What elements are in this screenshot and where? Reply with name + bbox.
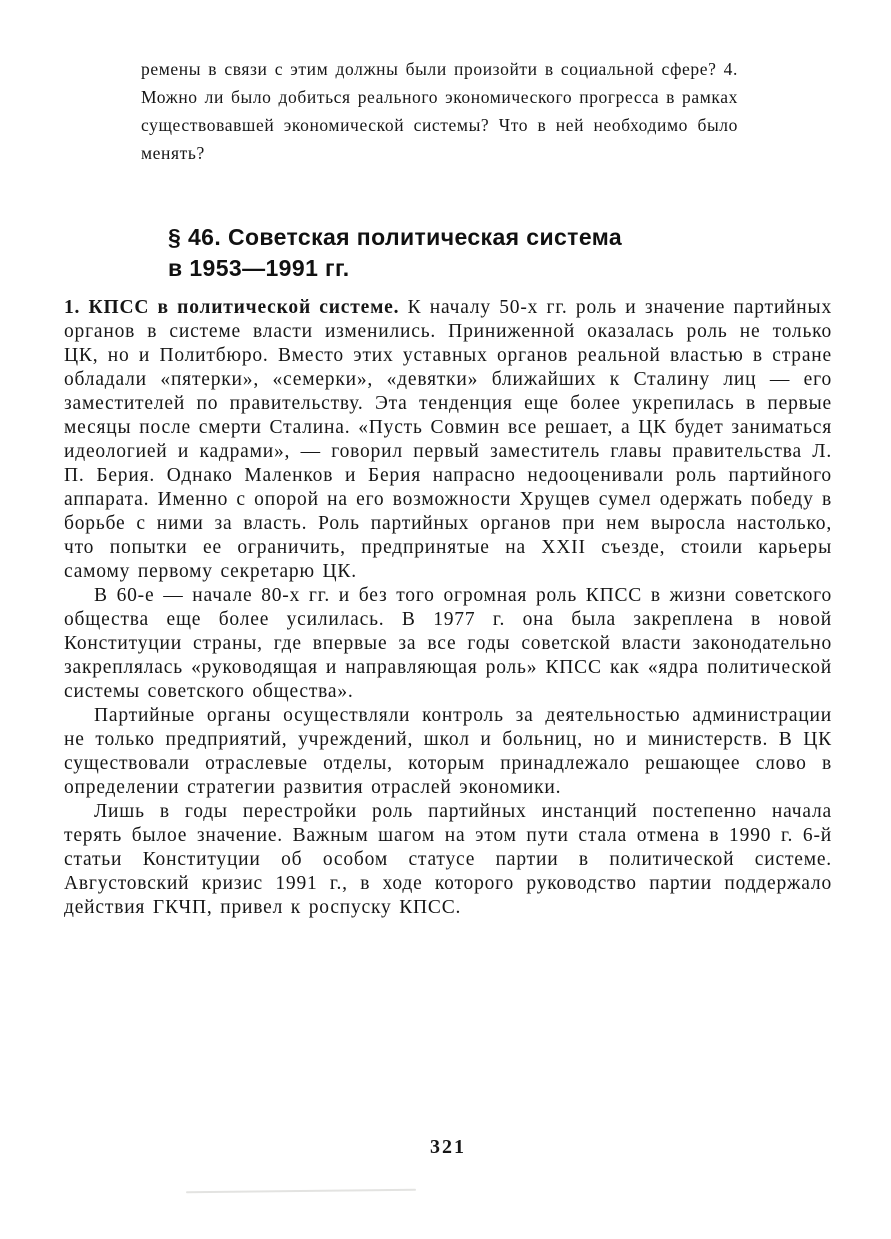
intro-paragraph: ремены в связи с этим должны были произойти в социальной сфере? 4. Можно ли было добиться реального экономического прогресса в рамках существовавшей экономической системы? Что в ней необходимо было менять? <box>141 59 738 163</box>
intro-continuation-block <box>141 55 738 167</box>
paragraph: Партийные органы осуществляли контроль за деятельностью администрации не только предприятий, учреждений, школ и больниц, но и министерств. В ЦК существовали отраслевые отделы, которым принадлежало решающее слово в определении стратегии развития отраслей экономики. <box>64 705 832 798</box>
section-heading-line2: в 1953—1991 гг. <box>168 255 350 281</box>
paragraph-text: К началу 50-х гг. роль и значение партийных органов в системе власти изменились. Приниженной оказалась роль не только ЦК, но и Политбюро. Вместо этих уставных органов реальной властью в стране обладали «пятерки», «семерки», «девятки» ближайших к Сталину лиц — его заместителей по правительству. Эта тенденция еще более укрепилась в первые месяцы после смерти Сталина. «Пусть Совмин все решает, а ЦК будет заниматься идеологией и кадрами», — говорил первый заместитель главы правительства Л. П. Берия. Однако Маленков и Берия напрасно недооценивали роль партийного аппарата. Именно с опорой на его возможности Хрущев сумел одержать победу в борьбе с ними за власть. Роль партийных органов при нем выросла настолько, что попытки ее ограничить, предпринятые на XXII съезде, стоили карьеры самому первому секретарю ЦК. <box>64 297 832 582</box>
paragraph: Лишь в годы перестройки роль партийных инстанций постепенно начала терять былое значение. Важным шагом на этом пути стала отмена в 1990 г. 6-й статьи Конституции об особом статусе партии в политической системе. Августовский кризис 1991 г., в ходе которого руководство партии поддержало действия ГКЧП, привел к роспуску КПСС. <box>64 801 832 918</box>
paragraph-lead: 1. КПСС в политической системе. <box>64 297 400 318</box>
section-heading <box>168 222 622 284</box>
section-body <box>64 296 832 920</box>
paragraph: В 60-е — начале 80-х гг. и без того огромная роль КПСС в жизни советского общества еще более усилилась. В 1977 г. она была закреплена в новой Конституции страны, где впервые за все годы советской власти законодательно закреплялась «руководящая и направляющая роль» КПСС как «ядра политической системы советского общества». <box>64 585 832 702</box>
page-number: 321 <box>430 1136 466 1158</box>
paragraph <box>64 296 832 584</box>
scan-artifact-line <box>186 1189 416 1193</box>
section-heading-line1: § 46. Советская политическая система <box>168 224 623 250</box>
